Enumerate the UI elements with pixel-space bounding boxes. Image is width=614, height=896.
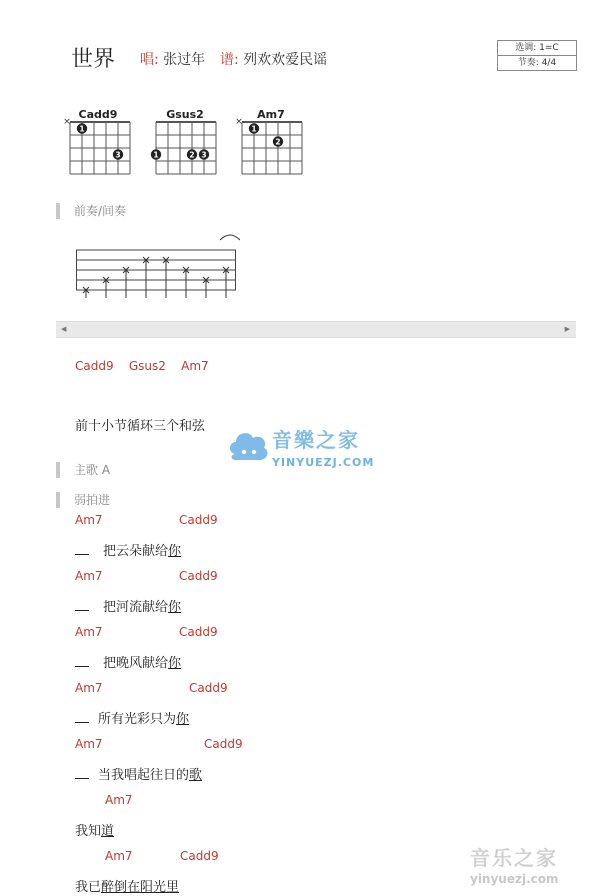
svg-text:1: 1	[79, 124, 85, 134]
watermark-cn: 音樂之家	[272, 428, 360, 452]
chord-name-gsus2: Gsus2	[166, 108, 204, 121]
line4-underlined: 你	[176, 712, 190, 727]
intro-chord-text: Cadd9 Gsus2 Am7	[75, 359, 209, 373]
muted-string-mark: ×	[63, 118, 71, 127]
line5-lyric	[75, 764, 202, 783]
watermark-bottom-cn: 音乐之家	[470, 846, 558, 870]
line7-lyric	[75, 876, 179, 895]
svg-text:2: 2	[275, 137, 281, 147]
chord-name-cadd9: Cadd9	[78, 108, 118, 121]
tab-note	[163, 257, 169, 298]
line3-text: 把晚风献给	[103, 656, 169, 671]
scroll-left-arrow-icon[interactable]: ◀	[61, 325, 67, 333]
svg-text:3: 3	[115, 150, 121, 160]
watermark-bottom-url: yinyuezj.com	[470, 872, 559, 886]
pickup-blank	[75, 655, 89, 667]
song-title: 世界	[71, 47, 116, 72]
line4-chord-1: Am7	[75, 681, 103, 695]
line1-text: 把云朵献给	[103, 544, 169, 559]
staff-lines	[76, 250, 236, 290]
line3-lyric	[75, 652, 181, 671]
pickup-blank	[75, 543, 89, 555]
key-tempo-box	[497, 40, 577, 71]
intro-note: 前十小节循环三个和弦	[75, 419, 206, 434]
line5-text: 当我唱起往日的	[98, 768, 190, 783]
line4-text: 所有光彩只为	[98, 712, 177, 727]
line4-chord-2: Cadd9	[189, 681, 228, 695]
scroll-right-arrow-icon[interactable]: ▶	[564, 325, 570, 333]
pickup-blank	[75, 711, 89, 723]
line5-chord-2: Cadd9	[204, 737, 243, 751]
line3-chord-1: Am7	[75, 625, 103, 639]
watermark-url: YINYUEZJ.COM	[272, 456, 375, 469]
line7-underlined: 醉倒在阳光里	[101, 880, 180, 895]
line1-lyric	[75, 540, 181, 559]
line7-chord-2: Cadd9	[180, 849, 219, 863]
line5-chord-1: Am7	[75, 737, 103, 751]
line6-text: 我知	[75, 824, 102, 839]
horizontal-scrollbar[interactable]	[56, 321, 576, 338]
finger-dot	[199, 149, 209, 159]
line1-underlined: 你	[168, 544, 182, 559]
line3-underlined: 你	[168, 656, 182, 671]
section-verse-a-label: 主歌 A	[56, 462, 110, 478]
chord-name-am7: Am7	[257, 108, 285, 121]
key-value: 选调: 1=C	[515, 43, 559, 53]
svg-text:1: 1	[251, 124, 257, 134]
line7-text: 我已	[75, 880, 102, 895]
section-weak-beat-label: 弱拍进	[56, 492, 110, 508]
line2-underlined: 你	[168, 600, 182, 615]
finger-dot	[273, 136, 283, 146]
tab-note	[223, 267, 229, 298]
tempo-value: 节奏: 4/4	[498, 55, 576, 70]
line3-chord-2: Cadd9	[179, 625, 218, 639]
line6-chord-1: Am7	[105, 793, 133, 807]
muted-string-mark: ×	[235, 118, 243, 127]
finger-dot	[151, 149, 161, 159]
svg-text:2: 2	[189, 150, 195, 160]
tab-note	[183, 267, 189, 298]
line7-chord-1: Am7	[105, 849, 133, 863]
singer-name: 张过年	[163, 52, 206, 68]
tab-note	[83, 287, 89, 298]
chord-diagram-gsus2	[148, 118, 228, 180]
svg-text:1: 1	[153, 150, 159, 160]
finger-dot	[113, 149, 123, 159]
line6-lyric	[75, 820, 114, 839]
line2-text: 把河流献给	[103, 600, 169, 615]
finger-dot	[187, 149, 197, 159]
section-intro-label: 前奏/间奏	[56, 203, 126, 219]
arranger-info	[220, 49, 327, 69]
line2-chord-1: Am7	[75, 569, 103, 583]
singer-info	[140, 49, 205, 69]
line5-underlined: 歌	[189, 768, 203, 783]
watermark-logo-icon	[226, 424, 270, 468]
fretboard-grid	[156, 122, 216, 174]
line4-lyric	[75, 708, 189, 727]
line1-chord-2: Cadd9	[179, 513, 218, 527]
arranger-label: 谱:	[220, 52, 239, 68]
singer-label: 唱:	[140, 52, 159, 68]
line1-chord-1: Am7	[75, 513, 103, 527]
slur-mark	[220, 235, 240, 240]
line6-underlined: 道	[101, 824, 115, 839]
pickup-blank	[75, 599, 89, 611]
intro-chord-sequence	[75, 359, 209, 373]
chord-diagram-am7	[234, 118, 314, 180]
pickup-blank	[75, 767, 89, 779]
tab-notes	[83, 257, 229, 298]
tab-note	[123, 267, 129, 298]
line2-chord-2: Cadd9	[179, 569, 218, 583]
intro-tab-staff	[76, 228, 240, 300]
finger-dot	[249, 123, 259, 133]
line2-lyric	[75, 596, 181, 615]
chord-diagram-cadd9	[62, 118, 142, 180]
finger-dot	[77, 123, 87, 133]
arranger-name: 列欢欢爱民谣	[243, 52, 328, 68]
tab-note	[143, 257, 149, 298]
svg-text:3: 3	[201, 150, 207, 160]
